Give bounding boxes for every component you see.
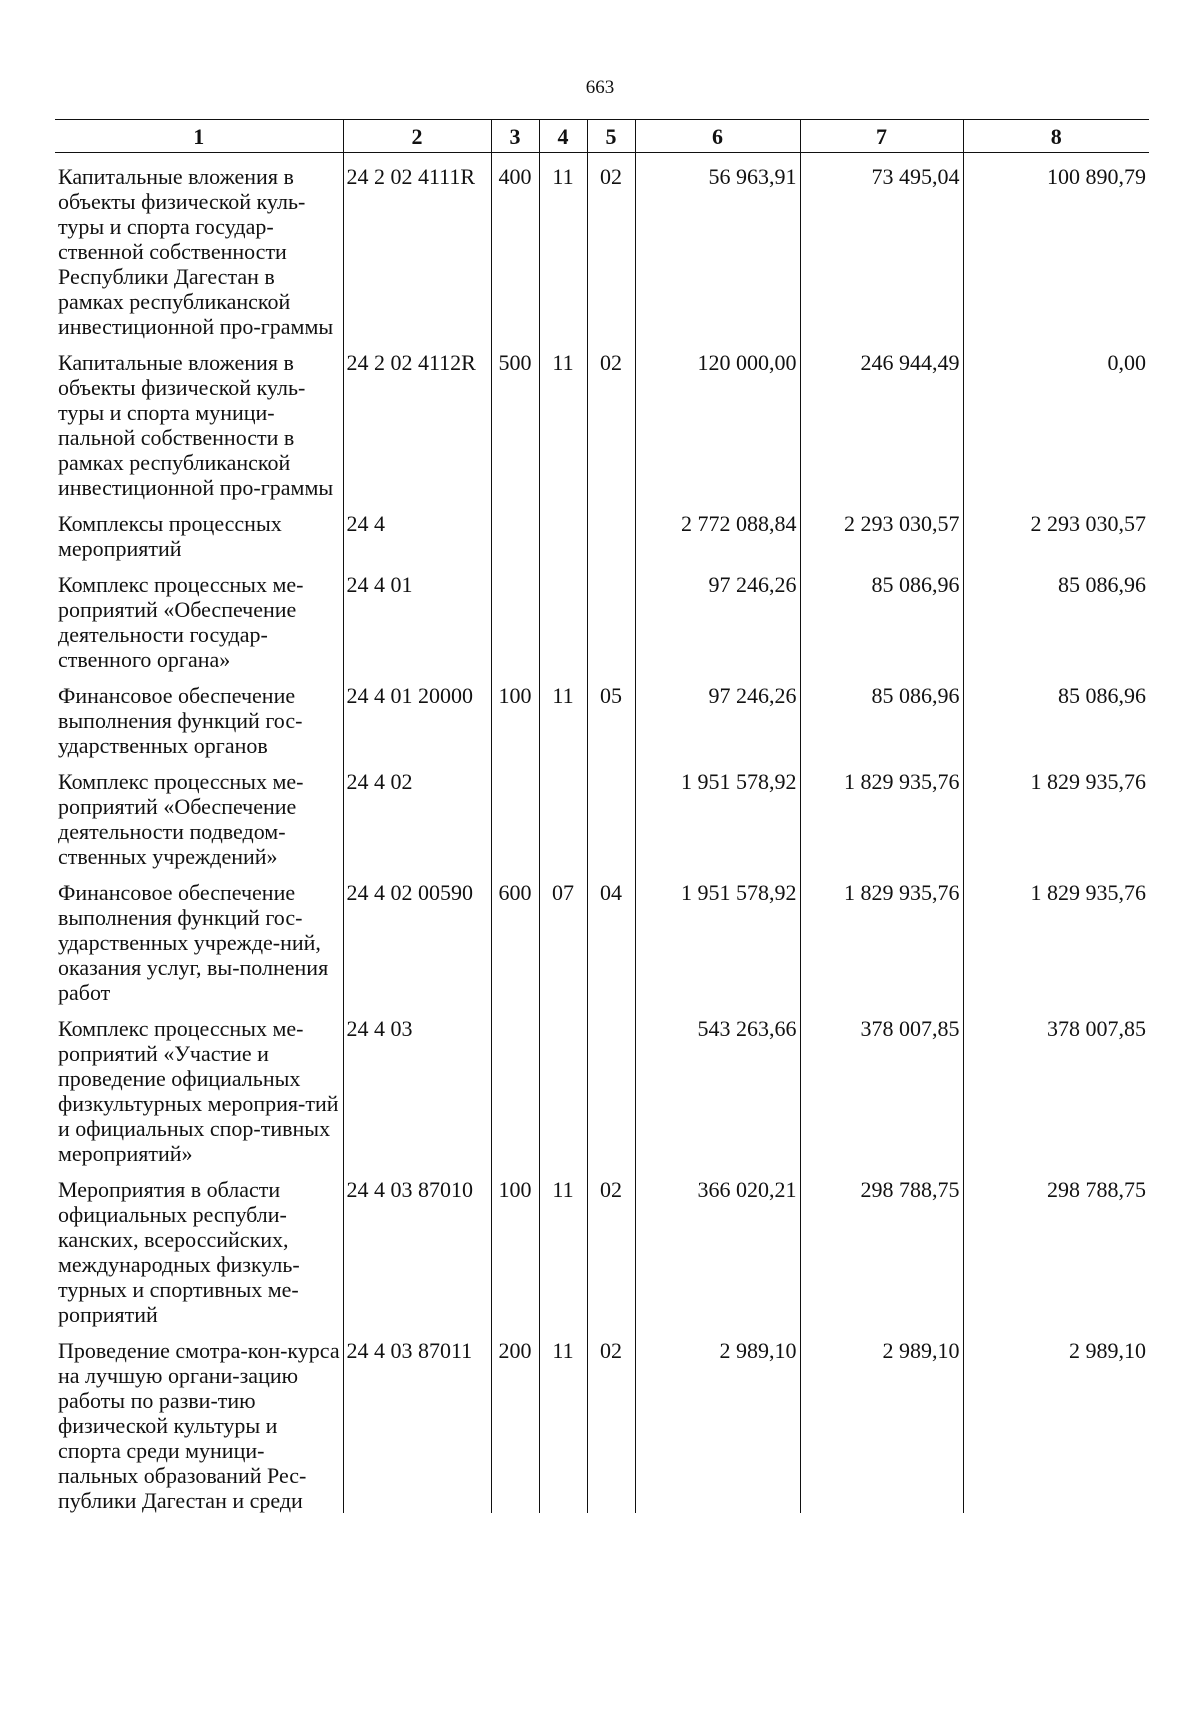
expense-type: 200 [491, 1327, 539, 1513]
expense-type: 100 [491, 672, 539, 758]
budget-code: 24 4 03 [343, 1005, 491, 1166]
amount-col-7: 85 086,96 [800, 672, 963, 758]
section-code: 11 [539, 153, 587, 340]
column-header: 6 [635, 120, 800, 153]
budget-code: 24 4 03 87011 [343, 1327, 491, 1513]
column-header: 5 [587, 120, 635, 153]
subsection-code: 05 [587, 672, 635, 758]
section-code: 11 [539, 1327, 587, 1513]
table-row [55, 561, 1149, 672]
row-name: Комплекс процессных ме-роприятий «Обеспечение деятельности государ-ственного органа» [58, 572, 304, 672]
row-name: Капитальные вложения в объекты физической куль-туры и спорта муници-пальной собственности в рамках республиканской инвестиционной про-граммы [58, 350, 334, 500]
subsection-code: 02 [587, 153, 635, 340]
amount-col-7: 2 293 030,57 [800, 500, 963, 561]
section-code: 11 [539, 1166, 587, 1327]
subsection-code [587, 758, 635, 869]
amount-col-7: 246 944,49 [800, 339, 963, 500]
budget-code: 24 4 [343, 500, 491, 561]
row-name: Проведение смотра-кон-курса на лучшую органи-зацию работы по разви-тию физической культуры и спорта среди муници-пальных образований Рес-публики Дагестан и среди [58, 1338, 340, 1513]
amount-col-6: 543 263,66 [635, 1005, 800, 1166]
amount-col-6: 1 951 578,92 [635, 869, 800, 1005]
row-name: Капитальные вложения в объекты физической куль-туры и спорта государ-ственной собственности Республики Дагестан в рамках республиканской инвестиционной про-граммы [58, 164, 334, 339]
expense-type [491, 561, 539, 672]
table-body [55, 153, 1149, 1514]
amount-col-6: 97 246,26 [635, 561, 800, 672]
table-row [55, 339, 1149, 500]
amount-col-8: 0,00 [963, 339, 1149, 500]
section-code [539, 1005, 587, 1166]
section-code: 11 [539, 672, 587, 758]
column-header: 7 [800, 120, 963, 153]
amount-col-7: 1 829 935,76 [800, 758, 963, 869]
amount-col-7: 85 086,96 [800, 561, 963, 672]
section-code [539, 561, 587, 672]
amount-col-8: 100 890,79 [963, 153, 1149, 340]
amount-col-8: 298 788,75 [963, 1166, 1149, 1327]
column-header: 4 [539, 120, 587, 153]
subsection-code [587, 1005, 635, 1166]
amount-col-8: 2 989,10 [963, 1327, 1149, 1513]
subsection-code: 02 [587, 339, 635, 500]
amount-col-7: 2 989,10 [800, 1327, 963, 1513]
row-name: Комплекс процессных ме-роприятий «Участие и проведение официальных физкультурных мероприя-тий и официальных спор-тивных мероприятий» [58, 1016, 339, 1166]
amount-col-6: 366 020,21 [635, 1166, 800, 1327]
expense-type [491, 500, 539, 561]
table-row [55, 758, 1149, 869]
row-name: Финансовое обеспечение выполнения функций гос-ударственных органов [58, 683, 303, 758]
amount-col-8: 378 007,85 [963, 1005, 1149, 1166]
row-name: Мероприятия в области официальных республи-канских, всероссийских, международных физкуль-турных и спортивных ме-роприятий [58, 1177, 300, 1327]
amount-col-6: 2 989,10 [635, 1327, 800, 1513]
page-number: 663 [585, 77, 615, 98]
subsection-code [587, 500, 635, 561]
expense-type [491, 758, 539, 869]
amount-col-7: 73 495,04 [800, 153, 963, 340]
expense-type [491, 1005, 539, 1166]
table-row [55, 869, 1149, 1005]
amount-col-8: 1 829 935,76 [963, 869, 1149, 1005]
column-header: 1 [55, 120, 343, 153]
column-header: 2 [343, 120, 491, 153]
section-code: 07 [539, 869, 587, 1005]
subsection-code [587, 561, 635, 672]
budget-code: 24 2 02 4112R [343, 339, 491, 500]
table-row [55, 500, 1149, 561]
table-row [55, 1166, 1149, 1327]
amount-col-6: 120 000,00 [635, 339, 800, 500]
row-name: Финансовое обеспечение выполнения функций гос-ударственных учрежде-ний, оказания услуг, вы-полнения работ [58, 880, 329, 1005]
amount-col-6: 56 963,91 [635, 153, 800, 340]
budget-code: 24 4 02 [343, 758, 491, 869]
expense-type: 600 [491, 869, 539, 1005]
column-header: 8 [963, 120, 1149, 153]
expense-type: 400 [491, 153, 539, 340]
table-row [55, 153, 1149, 340]
amount-col-8: 2 293 030,57 [963, 500, 1149, 561]
subsection-code: 02 [587, 1166, 635, 1327]
amount-col-7: 298 788,75 [800, 1166, 963, 1327]
section-code [539, 500, 587, 561]
amount-col-8: 85 086,96 [963, 561, 1149, 672]
amount-col-6: 2 772 088,84 [635, 500, 800, 561]
section-code [539, 758, 587, 869]
column-header: 3 [491, 120, 539, 153]
section-code: 11 [539, 339, 587, 500]
table-row [55, 672, 1149, 758]
budget-table [55, 119, 1149, 1513]
expense-type: 100 [491, 1166, 539, 1327]
amount-col-6: 1 951 578,92 [635, 758, 800, 869]
table-row [55, 1327, 1149, 1513]
subsection-code: 04 [587, 869, 635, 1005]
amount-col-8: 85 086,96 [963, 672, 1149, 758]
table-row [55, 1005, 1149, 1166]
subsection-code: 02 [587, 1327, 635, 1513]
row-name: Комплексы процессных мероприятий [58, 511, 282, 561]
budget-code: 24 4 01 [343, 561, 491, 672]
amount-col-6: 97 246,26 [635, 672, 800, 758]
amount-col-7: 1 829 935,76 [800, 869, 963, 1005]
budget-code: 24 4 03 87010 [343, 1166, 491, 1327]
row-name: Комплекс процессных ме-роприятий «Обеспечение деятельности подведом-ственных учреждений» [58, 769, 304, 869]
expense-type: 500 [491, 339, 539, 500]
table-header-row [55, 120, 1149, 153]
budget-code: 24 4 01 20000 [343, 672, 491, 758]
budget-code: 24 2 02 4111R [343, 153, 491, 340]
amount-col-8: 1 829 935,76 [963, 758, 1149, 869]
amount-col-7: 378 007,85 [800, 1005, 963, 1166]
budget-code: 24 4 02 00590 [343, 869, 491, 1005]
